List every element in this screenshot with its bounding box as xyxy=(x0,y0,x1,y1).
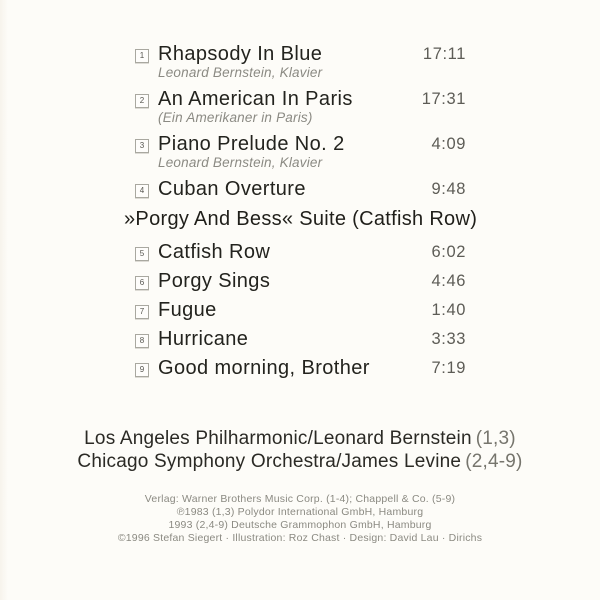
track-info xyxy=(158,134,431,170)
track-number: 7 xyxy=(139,307,145,316)
track-info xyxy=(158,329,431,350)
track-number-badge xyxy=(135,334,149,348)
label-copyright-line: 1993 (2,4-9) Deutsche Grammophon GmbH, Hamburg xyxy=(168,519,432,531)
track-title: Good morning, Brother xyxy=(158,357,370,379)
track-row xyxy=(135,358,466,379)
track-number: 4 xyxy=(139,186,145,195)
track-title: Hurricane xyxy=(158,328,249,350)
track-info xyxy=(158,179,431,200)
track-subtitle: Leonard Bernstein, Klavier xyxy=(158,155,323,170)
track-number: 2 xyxy=(139,96,145,105)
design-credit-line: ©1996 Stefan Siegert · Illustration: Roz Chast · Design: David Lau · Dirichs xyxy=(117,532,483,544)
track-number-badge xyxy=(135,276,149,290)
track-row xyxy=(135,271,466,292)
track-row xyxy=(135,44,466,80)
track-row xyxy=(135,242,466,263)
performers xyxy=(0,427,600,473)
track-duration: 6:02 xyxy=(431,243,466,261)
performer-name: Los Angeles Philharmonic/Leonard Bernstein xyxy=(84,428,472,449)
track-subtitle: Leonard Bernstein, Klavier xyxy=(158,65,323,80)
track-duration: 17:11 xyxy=(422,45,466,63)
track-number: 1 xyxy=(139,51,145,60)
track-info xyxy=(158,89,422,125)
performer-line xyxy=(0,450,600,473)
tracklist xyxy=(124,43,478,387)
track-duration: 17:31 xyxy=(421,90,466,108)
publisher-line: Verlag: Warner Brothers Music Corp. (1-4); Chappell & Co. (5-9) xyxy=(144,493,456,505)
track-number: 5 xyxy=(139,249,145,258)
track-duration: 4:46 xyxy=(431,272,466,290)
track-row xyxy=(135,179,466,200)
track-info xyxy=(158,44,423,80)
track-title: Fugue xyxy=(158,299,217,321)
track-number-badge xyxy=(135,49,149,63)
track-duration: 7:19 xyxy=(431,359,466,377)
track-number-badge xyxy=(135,184,149,198)
track-number: 9 xyxy=(139,365,145,374)
track-number-badge xyxy=(135,94,149,108)
track-subtitle: (Ein Amerikaner in Paris) xyxy=(158,110,313,125)
track-title: Piano Prelude No. 2 xyxy=(158,133,345,155)
performer-name: Chicago Symphony Orchestra/James Levine xyxy=(77,451,462,472)
track-number-badge xyxy=(135,305,149,319)
track-duration: 1:40 xyxy=(431,301,466,319)
track-title: Catfish Row xyxy=(158,241,271,263)
track-duration: 9:48 xyxy=(431,180,466,198)
phonogram-copyright-line: ℗1983 (1,3) Polydor International GmbH, Hamburg xyxy=(176,506,424,518)
track-number-badge xyxy=(135,139,149,153)
track-info xyxy=(158,300,431,321)
performer-track-numbers: (2,4-9) xyxy=(465,451,523,472)
track-row xyxy=(135,300,466,321)
track-title: An American In Paris xyxy=(158,88,353,110)
track-number-badge xyxy=(135,363,149,377)
track-info xyxy=(158,358,431,379)
track-row xyxy=(135,134,466,170)
track-duration: 4:09 xyxy=(431,135,466,153)
track-info xyxy=(158,271,431,292)
track-number-badge xyxy=(135,247,149,261)
track-duration: 3:33 xyxy=(431,330,466,348)
track-title: Rhapsody In Blue xyxy=(158,43,323,65)
fine-print xyxy=(0,493,600,545)
track-title: Porgy Sings xyxy=(158,270,271,292)
suite-section-header: »Porgy And Bess« Suite (Catfish Row) xyxy=(124,208,478,230)
track-row xyxy=(135,329,466,350)
track-number: 8 xyxy=(139,336,145,345)
performer-track-numbers: (1,3) xyxy=(475,428,516,449)
track-info xyxy=(158,242,431,263)
track-number: 3 xyxy=(139,141,145,150)
track-number: 6 xyxy=(139,278,145,287)
track-row xyxy=(135,89,466,125)
performer-line xyxy=(0,427,600,450)
track-title: Cuban Overture xyxy=(158,178,306,200)
